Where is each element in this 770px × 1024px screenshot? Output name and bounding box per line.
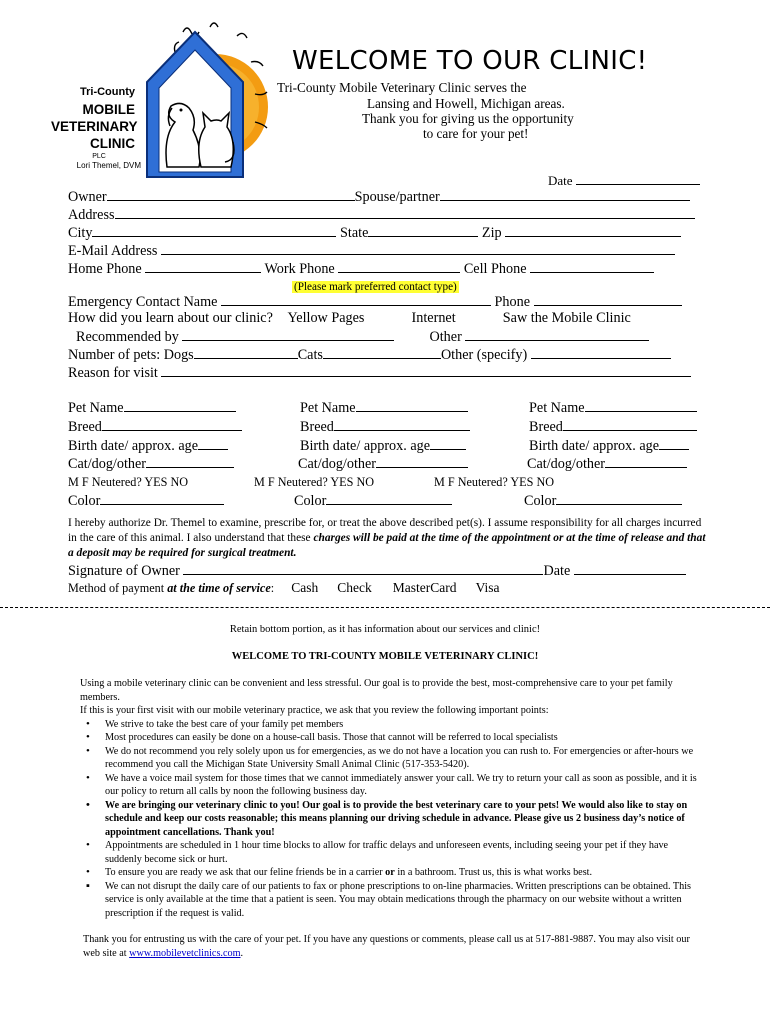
emergency-phone-blank[interactable]	[534, 293, 682, 306]
spouse-label: Spouse/partner	[354, 189, 440, 205]
signature-date-label: Date	[543, 563, 571, 579]
info-section	[80, 677, 705, 920]
date-field[interactable]	[548, 172, 700, 189]
pet1-species-label: Cat/dog/other	[68, 456, 147, 473]
state-blank[interactable]	[368, 224, 478, 237]
work-phone-blank[interactable]	[338, 260, 460, 273]
pet3-species-blank[interactable]	[605, 455, 687, 468]
pet3-birth-blank[interactable]	[659, 437, 689, 450]
email-row	[68, 242, 675, 260]
clinic-logo	[51, 22, 270, 182]
num-pets-row	[68, 346, 671, 364]
pet1-name-label: Pet Name	[68, 400, 124, 416]
payment-label: Method of payment	[68, 581, 165, 595]
check-option[interactable]: Check	[337, 580, 372, 595]
pet3-breed-label: Breed	[529, 418, 563, 435]
yellow-pages-option[interactable]: Yellow Pages	[287, 310, 365, 326]
num-other-blank[interactable]	[531, 346, 671, 359]
pet2-color-blank[interactable]	[326, 492, 452, 505]
emergency-row	[68, 293, 682, 311]
address-row	[68, 206, 695, 224]
pet2-birth-blank[interactable]	[430, 437, 466, 450]
authorization-text: I hereby authorize Dr. Themel to examine, prescribe for, or treat the above described pet(s). I assume responsibility for all charges incurred in the care of this animal. I also understand that these	[68, 517, 702, 544]
other-label: Other	[429, 329, 462, 345]
mastercard-option[interactable]: MasterCard	[392, 580, 457, 595]
pet1-color-blank[interactable]	[100, 492, 224, 505]
recommended-blank[interactable]	[182, 328, 394, 341]
thanks-paragraph	[83, 933, 693, 960]
cell-phone-blank[interactable]	[530, 260, 654, 273]
date-blank[interactable]	[576, 172, 700, 185]
num-dogs-label: Number of pets: Dogs	[68, 347, 194, 363]
logo-line-plc: PLC	[92, 153, 106, 160]
cut-line-divider	[0, 607, 770, 608]
logo-line-mobile: MOBILE	[82, 102, 135, 117]
cell-phone-label: Cell Phone	[463, 261, 527, 277]
payment-colon: :	[270, 581, 275, 595]
recommended-row	[76, 328, 649, 346]
pet1-species-blank[interactable]	[146, 455, 234, 468]
list-item	[105, 866, 705, 880]
num-cats-blank[interactable]	[323, 346, 441, 359]
pet2-breed-blank[interactable]	[334, 418, 470, 431]
signature-date-blank[interactable]	[574, 562, 686, 575]
owner-label: Owner	[68, 189, 107, 205]
reason-blank[interactable]	[161, 364, 691, 377]
retain-notice: Retain bottom portion, as it has information about our services and clinic!	[229, 624, 541, 635]
payment-time: at the time of service	[167, 581, 271, 595]
list-item: ▪ We can not disrupt the daily care of our patients to fax or phone prescriptions to on-line pharmacies. Written prescriptions can be obtained. This service is only available at the time that a patient is seen. You may obtain medications through the pharmacy on our website without a written prescription if the request is valid.	[105, 880, 705, 921]
pet2-species-label: Cat/dog/other	[298, 456, 377, 473]
carrier-text-a: To ensure you are ready we ask that our feline friends be in a carrier	[105, 867, 383, 878]
city-row	[68, 224, 681, 242]
num-dogs-blank[interactable]	[194, 346, 298, 359]
reason-row	[68, 364, 691, 382]
emergency-phone-label: Phone	[494, 294, 531, 310]
zip-label: Zip	[481, 225, 502, 241]
website-link[interactable]: www.mobilevetclinics.com	[129, 947, 241, 959]
home-phone-label: Home Phone	[68, 261, 142, 277]
owner-row	[68, 188, 690, 206]
address-label: Address	[68, 207, 115, 223]
authorization-bold: charges will be paid at the time of the appointment or at the time of release and that a deposit may be required for surgical treatment.	[68, 532, 706, 559]
list-item: • We strive to take the best care of your family pet members	[105, 718, 705, 732]
list-item: • Most procedures can easily be done on a house-call basis. Those that cannot will be referred to local specialists	[105, 731, 705, 745]
pet-column-3	[434, 399, 697, 511]
pet3-color-label: Color	[524, 492, 557, 509]
num-cats-label: Cats	[297, 347, 323, 363]
pet1-breed-label: Breed	[68, 418, 102, 435]
signature-blank[interactable]	[183, 562, 543, 575]
email-blank[interactable]	[161, 242, 675, 255]
reason-label: Reason for visit	[68, 365, 158, 381]
recommended-label: Recommended by	[76, 329, 179, 345]
pet2-name-label: Pet Name	[300, 400, 356, 416]
owner-blank[interactable]	[107, 188, 355, 201]
list-item: • We have a voice mail system for those times that we cannot immediately answer your call. We try to return your call as soon as possible, and it is our policy to return all calls by noon the following business day.	[105, 772, 705, 799]
payment-row	[68, 580, 500, 596]
pet2-name-blank[interactable]	[356, 399, 468, 412]
list-item: • Appointments are scheduled in 1 hour time blocks to allow for traffic delays and unforeseen events, including seeing your pet if they have suddenly become sick or hurt.	[105, 839, 705, 866]
carrier-text-b: in a bathroom. Trust us, this is what works best.	[397, 867, 593, 878]
list-item: • We are bringing our veterinary clinic to you! Our goal is to provide the best veterinary care to your pets! We would also like to stay on schedule and keep our costs reasonable; this means planning our driving schedule in advance. Please give us 2 business day’s notice of appointment cancellations. Thank you!	[105, 799, 705, 840]
email-label: E-Mail Address	[68, 243, 158, 259]
pet-column-1	[68, 399, 242, 511]
list-item: • We do not recommend you rely solely upon us for emergencies, as we do not have a location you can rush to. For emergencies or after-hours we recommend you call the Michigan State University Small Animal Clinic (517-353-5420).	[105, 745, 705, 772]
page-title: WELCOME TO OUR CLINIC!	[292, 46, 648, 76]
authorization-paragraph	[68, 516, 708, 561]
pet2-breed-label: Breed	[300, 418, 334, 435]
other-blank[interactable]	[465, 328, 649, 341]
emergency-label: Emergency Contact Name	[68, 294, 218, 310]
city-label: City	[68, 225, 93, 241]
signature-label: Signature of Owner	[68, 563, 180, 579]
carrier-or: or	[385, 867, 395, 878]
pet1-color-label: Color	[68, 492, 101, 509]
learn-label: How did you learn about our clinic?	[68, 310, 273, 326]
address-blank[interactable]	[115, 206, 695, 219]
visa-option[interactable]: Visa	[475, 580, 500, 595]
pet2-species-blank[interactable]	[376, 455, 468, 468]
phone-row	[68, 260, 654, 278]
info-para-2: If this is your first visit with our mobile veterinary practice, we ask that you review the following important points:	[80, 705, 549, 716]
pet3-breed-blank[interactable]	[563, 418, 697, 431]
cash-option[interactable]: Cash	[291, 580, 319, 595]
learn-row	[68, 310, 631, 327]
pet3-birth-label: Birth date/ approx. age	[529, 437, 660, 454]
logo-line-tricounty: Tri-County	[80, 86, 135, 98]
pet2-birth-label: Birth date/ approx. age	[300, 437, 431, 454]
intro-line-3: Thank you for giving us the opportunity	[362, 111, 574, 126]
pet1-birth-label: Birth date/ approx. age	[68, 437, 199, 454]
saw-clinic-option[interactable]: Saw the Mobile Clinic	[502, 310, 631, 326]
thanks-period: .	[240, 947, 244, 959]
thanks-text: Thank you for entrusting us with the care of your pet. If you have any questions or comments, please call us at 517-881-9887. You may also visit our web site at	[83, 934, 690, 959]
pet1-birth-blank[interactable]	[198, 437, 228, 450]
internet-option[interactable]: Internet	[411, 310, 456, 326]
home-phone-blank[interactable]	[145, 260, 261, 273]
pet1-breed-blank[interactable]	[102, 418, 242, 431]
city-blank[interactable]	[92, 224, 336, 237]
info-para-1: Using a mobile veterinary clinic can be convenient and less stressful. Our goal is to provide the best, most-comprehensive care to your pet family members.	[80, 678, 673, 703]
bottom-welcome-heading: WELCOME TO TRI-COUNTY MOBILE VETERINARY CLINIC!	[231, 651, 539, 662]
pet3-neutered[interactable]: M F Neutered? YES NO	[434, 475, 555, 490]
pet-column-2	[254, 399, 470, 511]
intro-line-2: Lansing and Howell, Michigan areas.	[367, 96, 565, 111]
signature-row	[68, 562, 686, 580]
logo-line-clinic: CLINIC	[90, 136, 135, 151]
spouse-blank[interactable]	[440, 188, 690, 201]
state-label: State	[340, 225, 369, 241]
pet3-color-blank[interactable]	[556, 492, 682, 505]
date-label: Date	[548, 173, 573, 188]
pet2-neutered[interactable]: M F Neutered? YES NO	[254, 475, 375, 490]
pet1-name-blank[interactable]	[124, 399, 236, 412]
pet1-neutered[interactable]: M F Neutered? YES NO	[68, 475, 189, 490]
pet3-name-label: Pet Name	[529, 400, 585, 416]
work-phone-label: Work Phone	[264, 261, 335, 277]
num-other-label: Other (specify)	[440, 347, 528, 363]
logo-line-veterinary: VETERINARY	[51, 119, 138, 134]
logo-line-doctor: Lori Themel, DVM	[76, 161, 141, 170]
intro-line-4: to care for your pet!	[423, 126, 529, 141]
info-list	[80, 718, 705, 921]
intro-line-1: Tri-County Mobile Veterinary Clinic serves the	[277, 80, 527, 95]
pet3-name-blank[interactable]	[585, 399, 697, 412]
emergency-blank[interactable]	[221, 293, 491, 306]
pet3-species-label: Cat/dog/other	[527, 456, 606, 473]
pet2-color-label: Color	[294, 492, 327, 509]
contact-note-highlight: (Please mark preferred contact type)	[294, 281, 457, 293]
zip-blank[interactable]	[505, 224, 681, 237]
